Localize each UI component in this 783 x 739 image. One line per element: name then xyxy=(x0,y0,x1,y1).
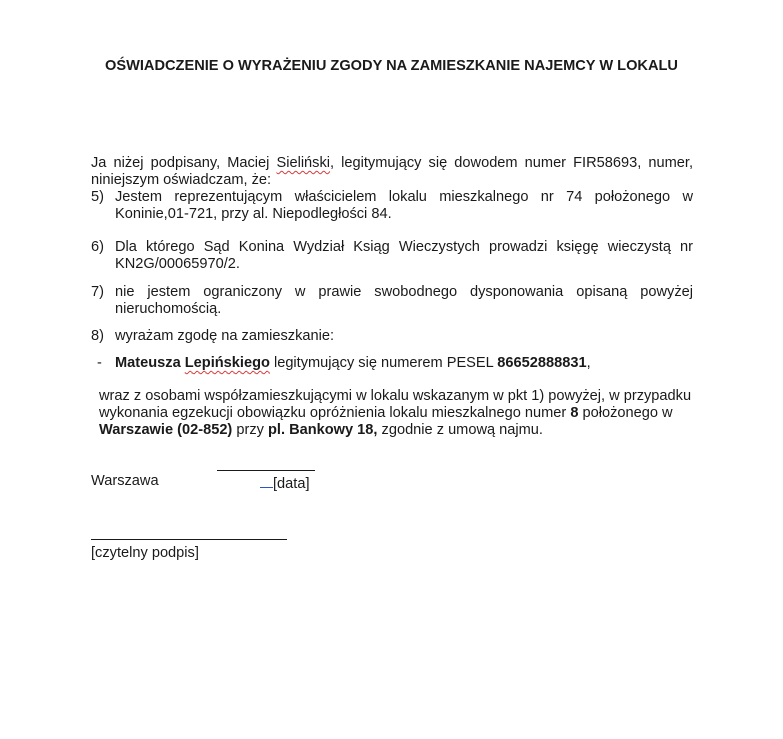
list-item-text: nie jestem ograniczony w prawie swobodnego dysponowania opisaną powyżej nieruchomością. xyxy=(115,284,693,317)
list-item-text: Jestem reprezentującym właścicielem lokalu mieszkalnego nr 74 położonego w Koninie,01-721, przy al. Niepodległości 84. xyxy=(115,189,693,222)
tenant-pesel: 86652888831 xyxy=(497,355,587,371)
tenant-first-name: Mateusza xyxy=(115,355,185,371)
paragraph-text-1: wraz z osobami współzamieszkującymi w lokalu wskazanym w pkt 1) powyżej, w przypadku wykonania egzekucji obowiązku opróżnienia lokalu mieszkalnego numer xyxy=(99,388,692,421)
city: Warszawie (02-852) xyxy=(99,422,233,438)
intro-text-start: Ja niżej podpisany, Maciej xyxy=(91,155,277,171)
date-field-marker xyxy=(260,473,273,488)
paragraph-text-3: przy xyxy=(232,422,268,438)
list-item-number: 6) xyxy=(91,239,104,255)
tenant-line xyxy=(115,355,697,372)
document-title: OŚWIADCZENIE O WYRAŻENIU ZGODY NA ZAMIESZKANIE NAJEMCY W LOKALU xyxy=(105,58,678,74)
intro-text-end: , legitymujący się dowodem numer FIR58693, numer, niniejszym oświadczam, że: xyxy=(91,155,693,188)
signature-line xyxy=(91,539,287,540)
bullet-dash: - xyxy=(97,355,102,371)
list-item-number: 8) xyxy=(91,328,104,344)
date-label: [data] xyxy=(273,476,310,492)
list-item-text: Dla którego Sąd Konina Wydział Ksiąg Wieczystych prowadzi księgę wieczystą nr KN2G/00065970/2. xyxy=(115,239,693,272)
date-line xyxy=(217,470,315,471)
list-item-number: 5) xyxy=(91,189,104,205)
signature-label: [czytelny podpis] xyxy=(91,545,199,561)
apartment-number: 8 xyxy=(570,405,579,421)
street: pl. Bankowy 18, xyxy=(267,422,378,438)
paragraph-text-4: zgodnie z umową najmu. xyxy=(377,422,543,438)
paragraph-text-2: położonego w xyxy=(578,405,673,421)
consent-paragraph xyxy=(99,388,699,439)
tenant-last-name: Lepińskiego xyxy=(184,355,270,371)
tenant-end: , xyxy=(586,355,591,371)
list-item-text: wyrażam zgodę na zamieszkanie: xyxy=(115,328,335,344)
list-item-6 xyxy=(91,239,693,273)
list-item-7 xyxy=(91,284,693,318)
signature-place: Warszawa xyxy=(91,473,159,489)
date-field xyxy=(260,473,310,493)
list-item-number: 7) xyxy=(91,284,104,300)
list-item-8 xyxy=(91,328,693,345)
tenant-mid-text: legitymujący się numerem PESEL xyxy=(269,355,498,371)
intro-paragraph xyxy=(91,155,693,189)
list-item-5 xyxy=(91,189,693,223)
declarant-name: Sieliński xyxy=(276,155,331,171)
tenant-bullet xyxy=(97,355,697,372)
